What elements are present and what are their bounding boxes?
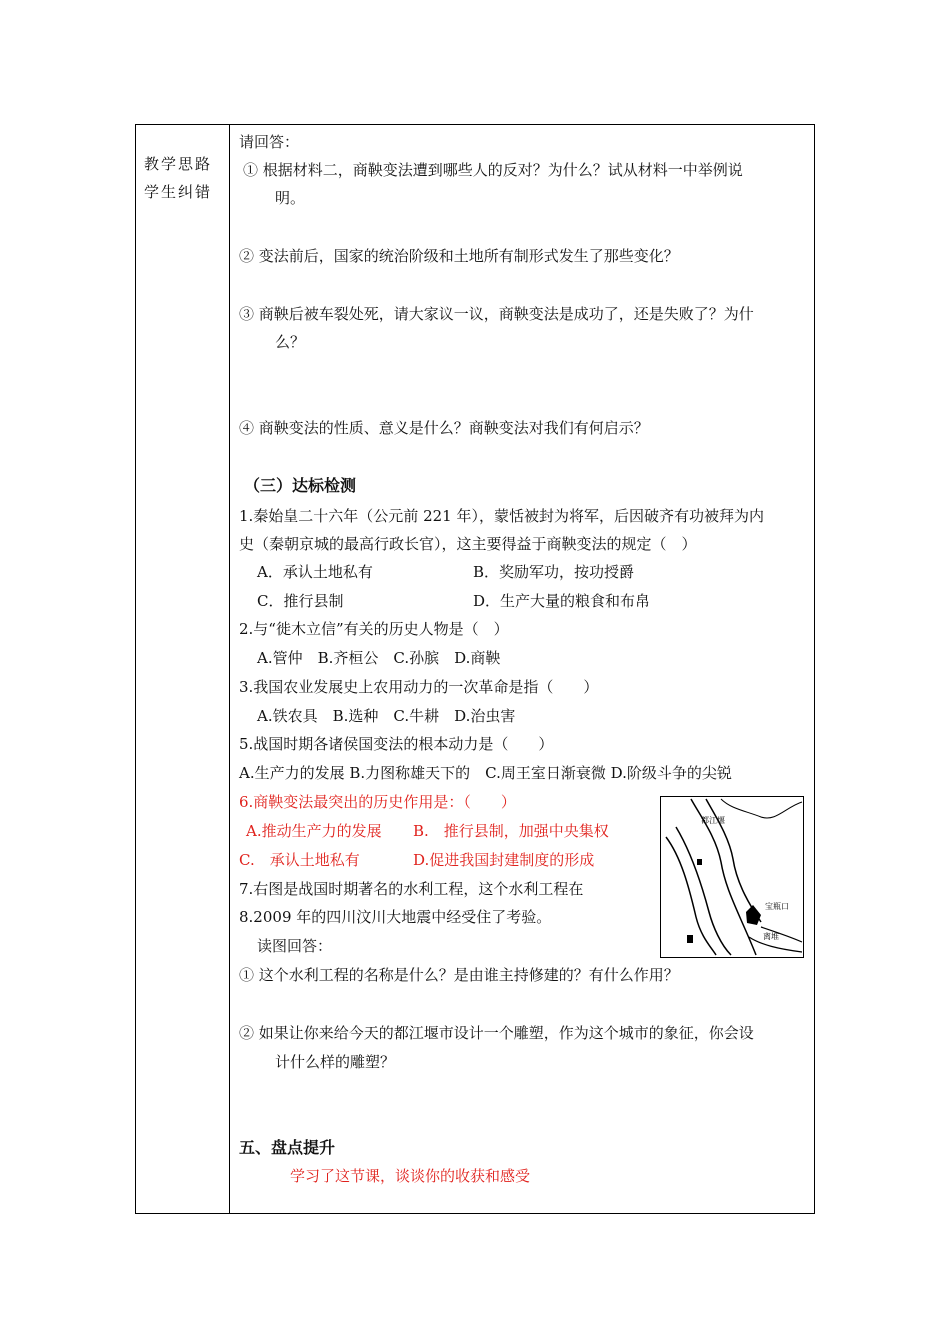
item8: 8.2009 年的四川汶川大地震中经受住了考验。 <box>239 908 552 926</box>
map-label-dujiangyan: 都江堰 <box>701 816 725 825</box>
item1-line1: 1.秦始皇二十六年（公元前 221 年），蒙恬被封为将军，后因破齐有功被拜为内 <box>239 507 764 525</box>
left-label-line2: 学生纠错 <box>144 183 213 201</box>
item1-option-c: C．推行县制 <box>257 592 344 610</box>
question-3-line2: 么？ <box>275 333 306 351</box>
question-2: ② 变法前后，国家的统治阶级和土地所有制形式发生了那些变化？ <box>239 247 679 265</box>
map-label-baopingkou: 宝瓶口 <box>765 902 789 911</box>
question-1-line2: 明。 <box>275 189 306 207</box>
item5-options: A.生产力的发展 B.力图称雄天下的 C.周王室日渐衰微 D.阶级斗争的尖锐 <box>239 764 732 782</box>
question-1-line1: ① 根据材料二，商鞅变法遭到哪些人的反对？为什么？试从材料一中举例说 <box>243 161 743 179</box>
item1-line2: 史（秦朝京城的最高行政长官），这主要得益于商鞅变法的规定（ ） <box>239 535 697 553</box>
item7: 7.右图是战国时期著名的水利工程，这个水利工程在 <box>239 880 584 898</box>
left-label-line1: 教学思路 <box>144 155 213 173</box>
item6-option-d: D.促进我国封建制度的形成 <box>413 851 595 869</box>
map-label-lidui: 离堆 <box>763 932 779 941</box>
item3-options: A.铁农具 B.选种 C.牛耕 D.治虫害 <box>257 707 516 725</box>
item6-option-b: B. 推行县制，加强中央集权 <box>413 822 609 840</box>
item1-option-d: D．生产大量的粮食和布帛 <box>473 592 651 610</box>
item6-option-a: A.推动生产力的发展 <box>246 822 382 840</box>
item6: 6.商鞅变法最突出的历史作用是：（ ） <box>239 793 516 811</box>
question-4: ④ 商鞅变法的性质、意义是什么？商鞅变法对我们有何启示？ <box>239 419 649 437</box>
question-3-line1: ③ 商鞅后被车裂处死，请大家议一议，商鞅变法是成功了，还是失败了？为什 <box>239 305 754 323</box>
table-frame <box>135 124 815 1214</box>
item1-option-a: A．承认土地私有 <box>257 563 373 581</box>
item1-option-b: B．奖励军功，按功授爵 <box>473 563 635 581</box>
section5-title: 五、盘点提升 <box>239 1138 336 1157</box>
item3: 3.我国农业发展史上农用动力的一次革命是指（ ） <box>239 678 599 696</box>
item6-option-c: C. 承认土地私有 <box>239 851 360 869</box>
item5: 5.战国时期各诸侯国变法的根本动力是（ ） <box>239 735 554 753</box>
dujiangyan-map <box>660 796 804 958</box>
column-divider <box>229 124 230 1214</box>
item2-options: A.管仲 B.齐桓公 C.孙膑 D.商鞅 <box>257 649 501 667</box>
section3-title: （三）达标检测 <box>244 476 357 495</box>
intro-text: 请回答： <box>239 133 300 151</box>
section5-text: 学习了这节课，谈谈你的收获和感受 <box>290 1167 531 1185</box>
river-map-svg <box>661 797 803 957</box>
read-question-2-line2: 计什么样的雕塑？ <box>275 1053 396 1071</box>
read-prompt: 读图回答： <box>257 937 333 955</box>
read-question-2-line1: ② 如果让你来给今天的都江堰市设计一个雕塑，作为这个城市的象征，你会设 <box>239 1024 754 1042</box>
read-question-1: ① 这个水利工程的名称是什么？是由谁主持修建的？有什么作用？ <box>239 966 679 984</box>
left-column-label <box>144 150 226 206</box>
item2: 2.与“徙木立信”有关的历史人物是（ ） <box>239 620 509 638</box>
